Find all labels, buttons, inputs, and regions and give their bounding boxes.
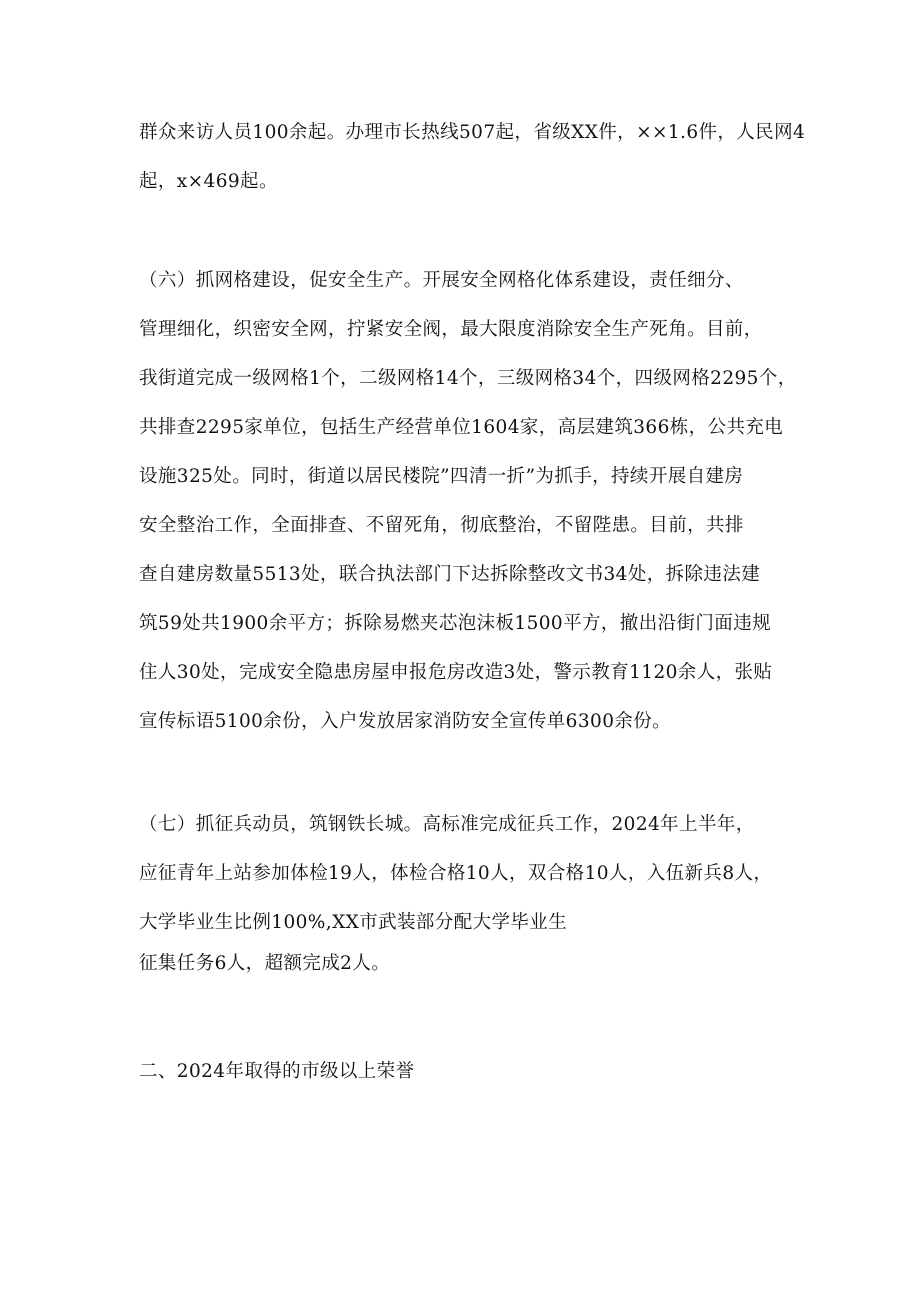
text-line: 征集任务6人，超额完成2人。	[139, 953, 391, 974]
text-line: 应征青年上站参加体检19人，体检合格10人，双合格10人，入伍新兵8人，	[139, 863, 773, 884]
text-line: 我街道完成一级网格1个，二级网格14个，三级网格34个，四级网格2295个，	[139, 368, 797, 389]
text-line: 共排查2295家单位，包括生产经营单位1604家，高层建筑366栋，公共充电	[139, 417, 784, 438]
paragraph-public-visits	[139, 108, 806, 206]
text-line: 查自建房数量5513处，联合执法部门下达拆除整改文书34处，拆除违法建	[139, 564, 761, 585]
text-line: 大学毕业生比例100%,XX市武装部分配大学毕业生	[139, 912, 568, 933]
section-heading-honors	[139, 1047, 789, 1096]
paragraph-conscription-continued	[139, 939, 789, 988]
text-line: 起，x×469起。	[139, 171, 278, 192]
text-line: （六）抓网格建设，促安全生产。开展安全网格化体系建设，责任细分、	[139, 270, 744, 291]
text-line: 设施325处。同时，街道以居民楼院”四清一折”为抓手，持续开展自建房	[139, 466, 744, 487]
text-line: 安全整治工作，全面排查、不留死角，彻底整治，不留陛患。目前，共排	[139, 515, 744, 536]
text-line: （七）抓征兵动员，筑钢铁长城。高标准完成征兵工作，2024年上半年，	[139, 814, 755, 835]
text-line: 群众来访人员100余起。办理市长热线507起，省级XX件，××1.6件，人民网4	[139, 122, 806, 143]
paragraph-conscription	[139, 800, 789, 947]
text-line: 宣传标语5100余份，入户发放居家消防安全宣传单6300余份。	[139, 711, 672, 732]
text-line: 二、2024年取得的市级以上荣誉	[139, 1061, 415, 1082]
text-line: 筑59处共1900余平方；拆除易燃夹芯泡沫板1500平方，撤出沿街门面违规	[139, 613, 772, 634]
text-line: 管理细化，织密安全网，拧紧安全阀，最大限度消除安全生产死角。目前，	[139, 319, 763, 340]
text-line: 住人30处，完成安全隐患房屋申报危房改造3处，警示教育1120余人，张贴	[139, 662, 773, 683]
paragraph-grid-safety	[139, 256, 797, 746]
